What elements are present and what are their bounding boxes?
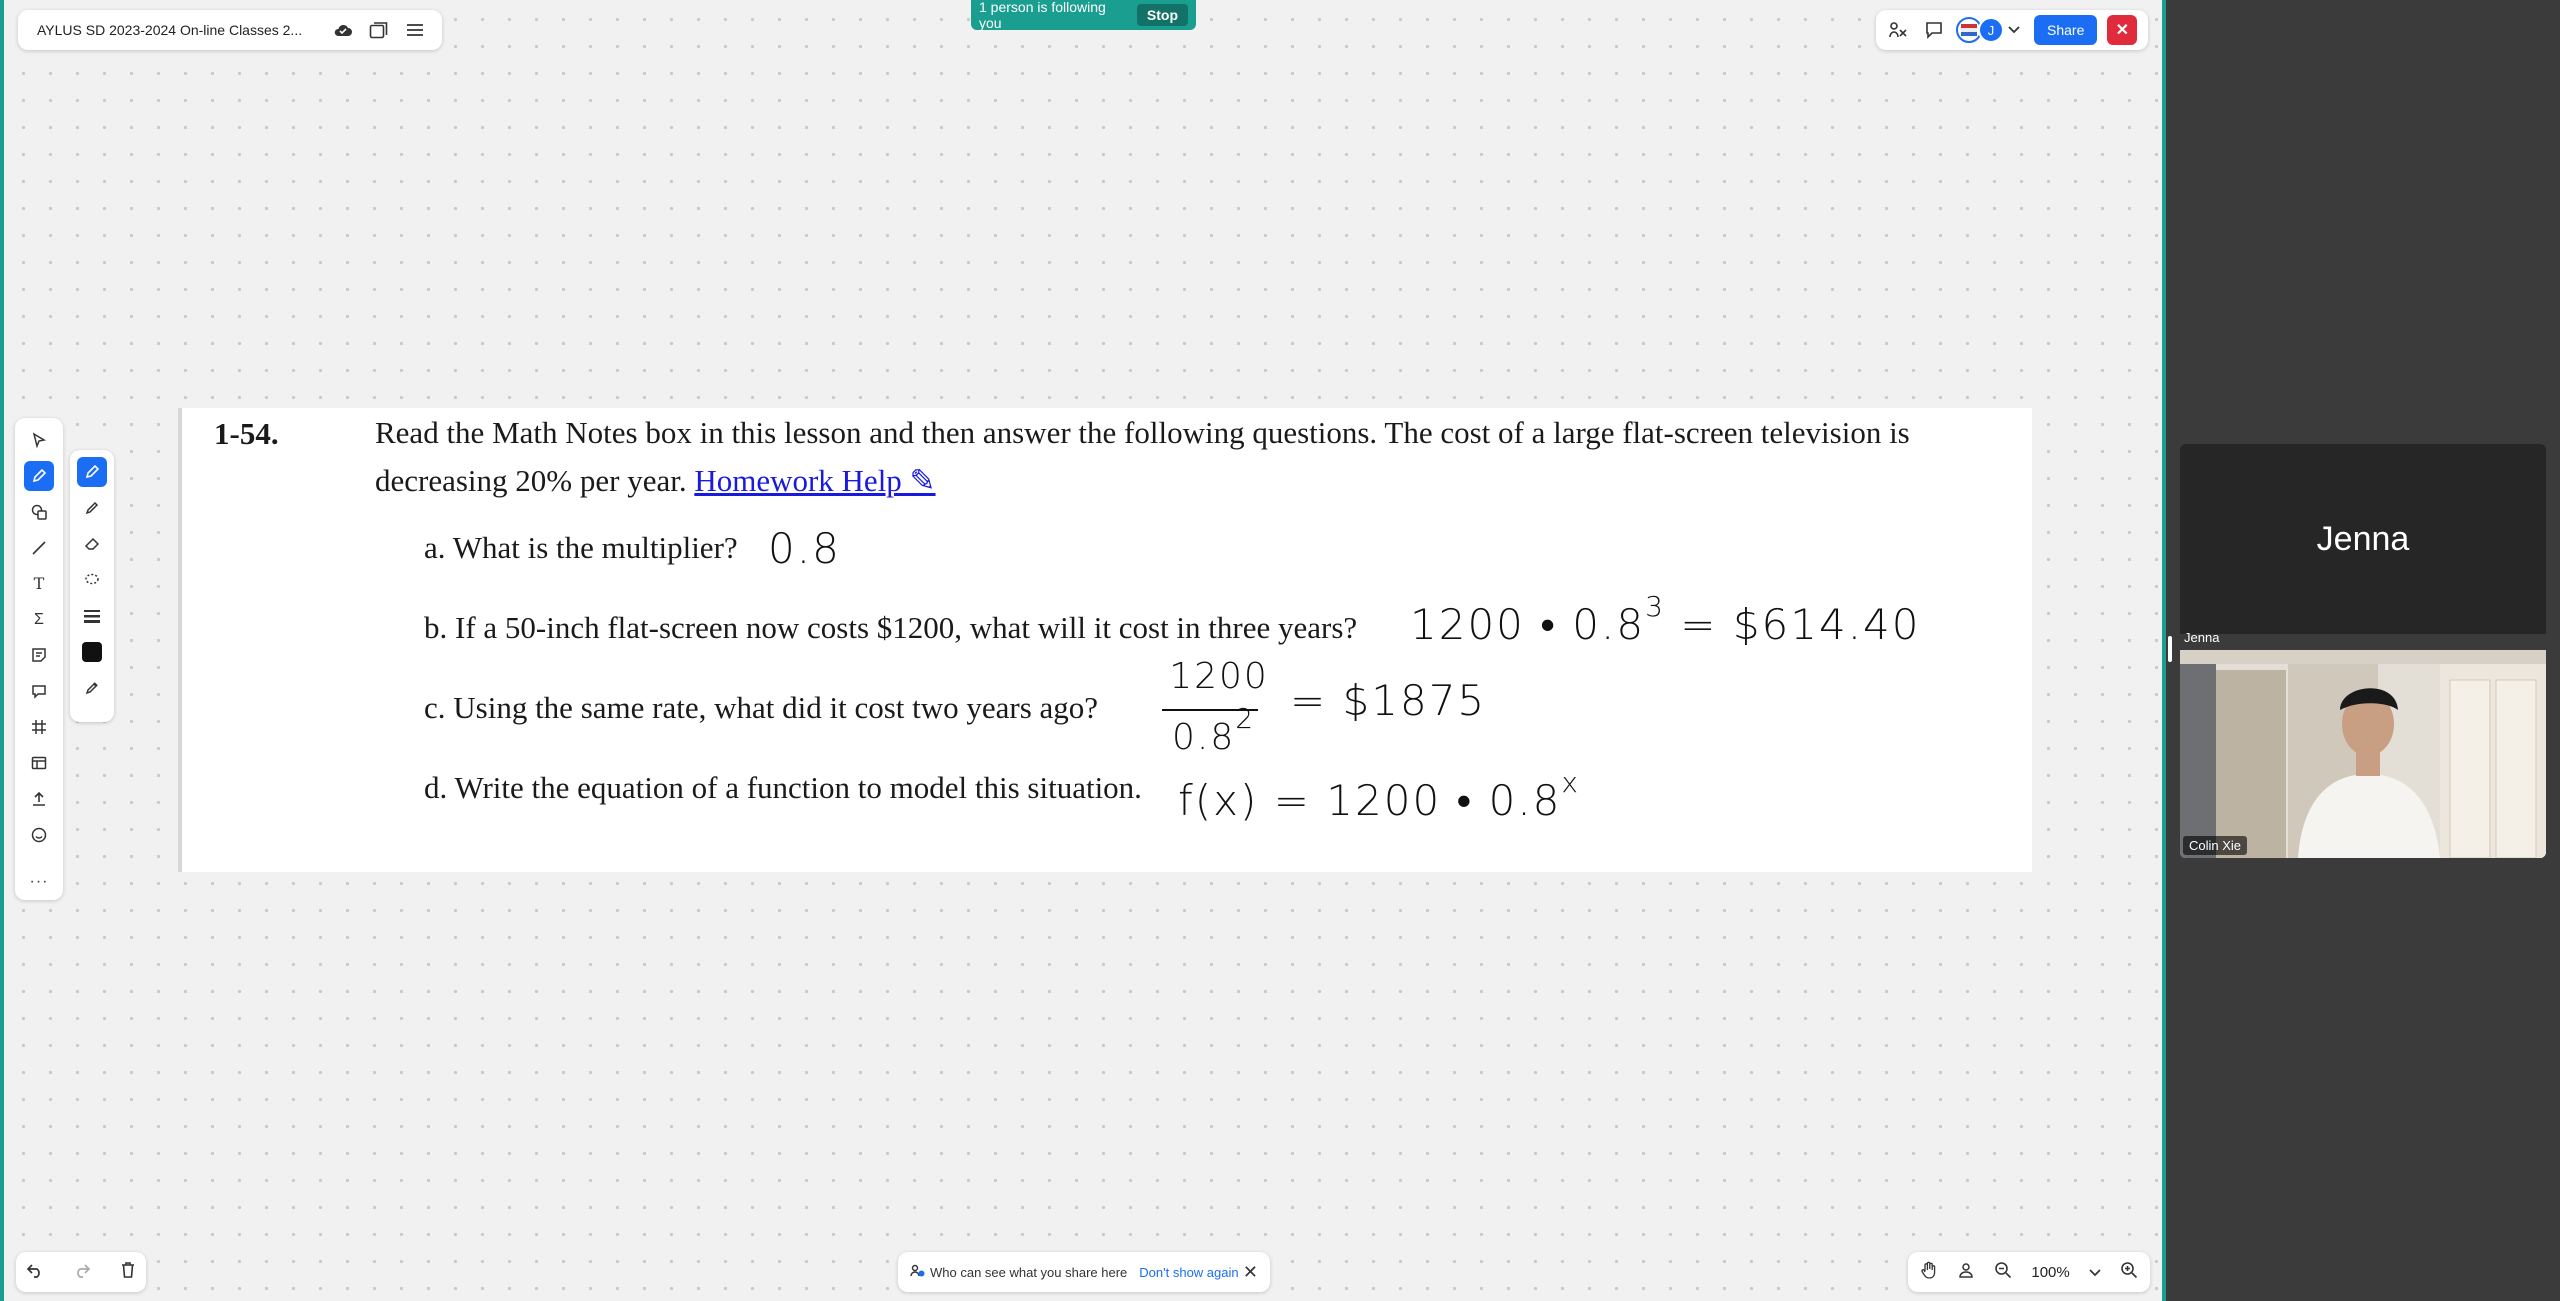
handwriting-answer-a: 0.8 [768,524,841,573]
handwriting-c-numerator: 1200 [1169,656,1269,697]
comment-icon[interactable] [24,676,54,706]
eyedropper-icon[interactable] [77,673,107,703]
history-toolbar [16,1252,146,1292]
handwriting-c-right: = $1875 [1290,676,1487,725]
problem-intro [375,408,1995,505]
emoji-icon[interactable] [24,820,54,850]
dont-show-again-link[interactable]: Don't show again [1139,1264,1239,1280]
smart-recognition-icon[interactable] [1884,16,1912,44]
more-icon[interactable]: ··· [29,873,49,891]
avatar: J [1978,17,2004,43]
board-title[interactable]: AYLUS SD 2023-2024 On-line Classes 2... [37,22,303,38]
following-text: 1 person is following you [979,0,1106,31]
chevron-down-icon[interactable] [2008,21,2020,39]
handwriting-d-exponent: x [1561,766,1580,799]
question-a: a. What is the multiplier? [424,530,738,565]
panel-resize-handle[interactable] [2168,636,2172,662]
text-icon[interactable]: T [33,574,45,594]
participant-label: Jenna [2184,630,2220,645]
collaborator-avatars[interactable] [1956,17,2020,43]
eraser-icon[interactable] [77,529,107,559]
redo-icon[interactable] [73,1262,91,1283]
handwriting-c-den-exponent: 2 [1235,702,1256,735]
sigma-icon[interactable]: Σ [34,610,44,628]
homework-help-link[interactable]: Homework Help ✎ [694,463,936,498]
participant-video[interactable] [2180,650,2546,858]
handwriting-b-left: 1200 • 0.8 [1410,600,1646,649]
share-button[interactable]: Share [2034,15,2097,45]
board-title-bar [18,10,442,50]
zoom-toolbar [1908,1252,2150,1292]
table-icon[interactable] [24,748,54,778]
upload-icon[interactable] [24,784,54,814]
shapes-icon[interactable] [24,497,54,527]
frame-icon[interactable] [24,712,54,742]
participant-tile-name[interactable]: Jenna [2180,444,2546,634]
trash-icon[interactable] [120,1261,136,1284]
pages-icon[interactable] [366,17,392,43]
stroke-width-icon[interactable] [77,601,107,631]
problem-intro-text: Read the Math Notes box in this lesson and then answer the following questions. The cost of a large flat-screen television is decreasing 20% per year. [375,415,1910,498]
handwriting-c-den-base: 0.8 [1172,717,1236,758]
pen-options-toolbar [70,450,114,722]
zoom-out-icon[interactable] [1994,1261,2012,1283]
lasso-icon[interactable] [77,565,107,595]
handwriting-b-exponent: 3 [1645,590,1665,623]
handwriting-answer-d [1178,766,1580,825]
pen-icon[interactable] [77,457,107,487]
hand-icon[interactable] [1920,1261,1938,1283]
select-icon[interactable] [24,425,54,455]
color-swatch[interactable] [77,637,107,667]
zoom-level[interactable]: 100% [2031,1263,2070,1281]
chevron-down-icon[interactable] [2089,1264,2101,1281]
handwriting-answer-b [1410,590,1921,649]
handwriting-c-denominator [1172,702,1256,758]
handwriting-b-right: = $614.40 [1680,600,1921,649]
participant-name-tag: Colin Xie [2183,836,2247,855]
video-frame-image [2180,650,2546,858]
stop-following-button[interactable]: Stop [1137,4,1188,26]
menu-icon[interactable] [402,17,428,43]
top-right-toolbar [1876,10,2148,50]
zoom-in-icon[interactable] [2120,1261,2138,1283]
close-icon[interactable]: ✕ [1242,1261,1258,1282]
comments-icon[interactable] [1920,16,1948,44]
following-banner [971,0,1196,30]
line-icon[interactable] [24,533,54,563]
close-icon[interactable]: ✕ [2107,15,2137,45]
question-d: d. Write the equation of a function to model this situation. [424,770,1142,805]
sticky-note-icon[interactable] [24,641,54,671]
sharing-notice-text: Who can see what you share here [930,1264,1128,1280]
pen-icon[interactable] [24,461,54,491]
problem-card[interactable] [178,408,2032,872]
visibility-icon [910,1264,926,1281]
problem-number: 1-54. [214,416,279,451]
left-toolbar [15,418,63,900]
handwriting-d-left: f(x) = 1200 • 0.8 [1178,776,1562,825]
question-c: c. Using the same rate, what did it cost two years ago? [424,690,1099,725]
presenter-icon[interactable] [1957,1261,1975,1283]
cloud-sync-icon[interactable] [330,17,356,43]
undo-icon[interactable] [26,1262,44,1283]
question-b: b. If a 50-inch flat-screen now costs $1200, what will it cost in three years? [424,610,1358,645]
pencil-icon[interactable] [77,493,107,523]
sharing-notice [898,1252,1270,1292]
